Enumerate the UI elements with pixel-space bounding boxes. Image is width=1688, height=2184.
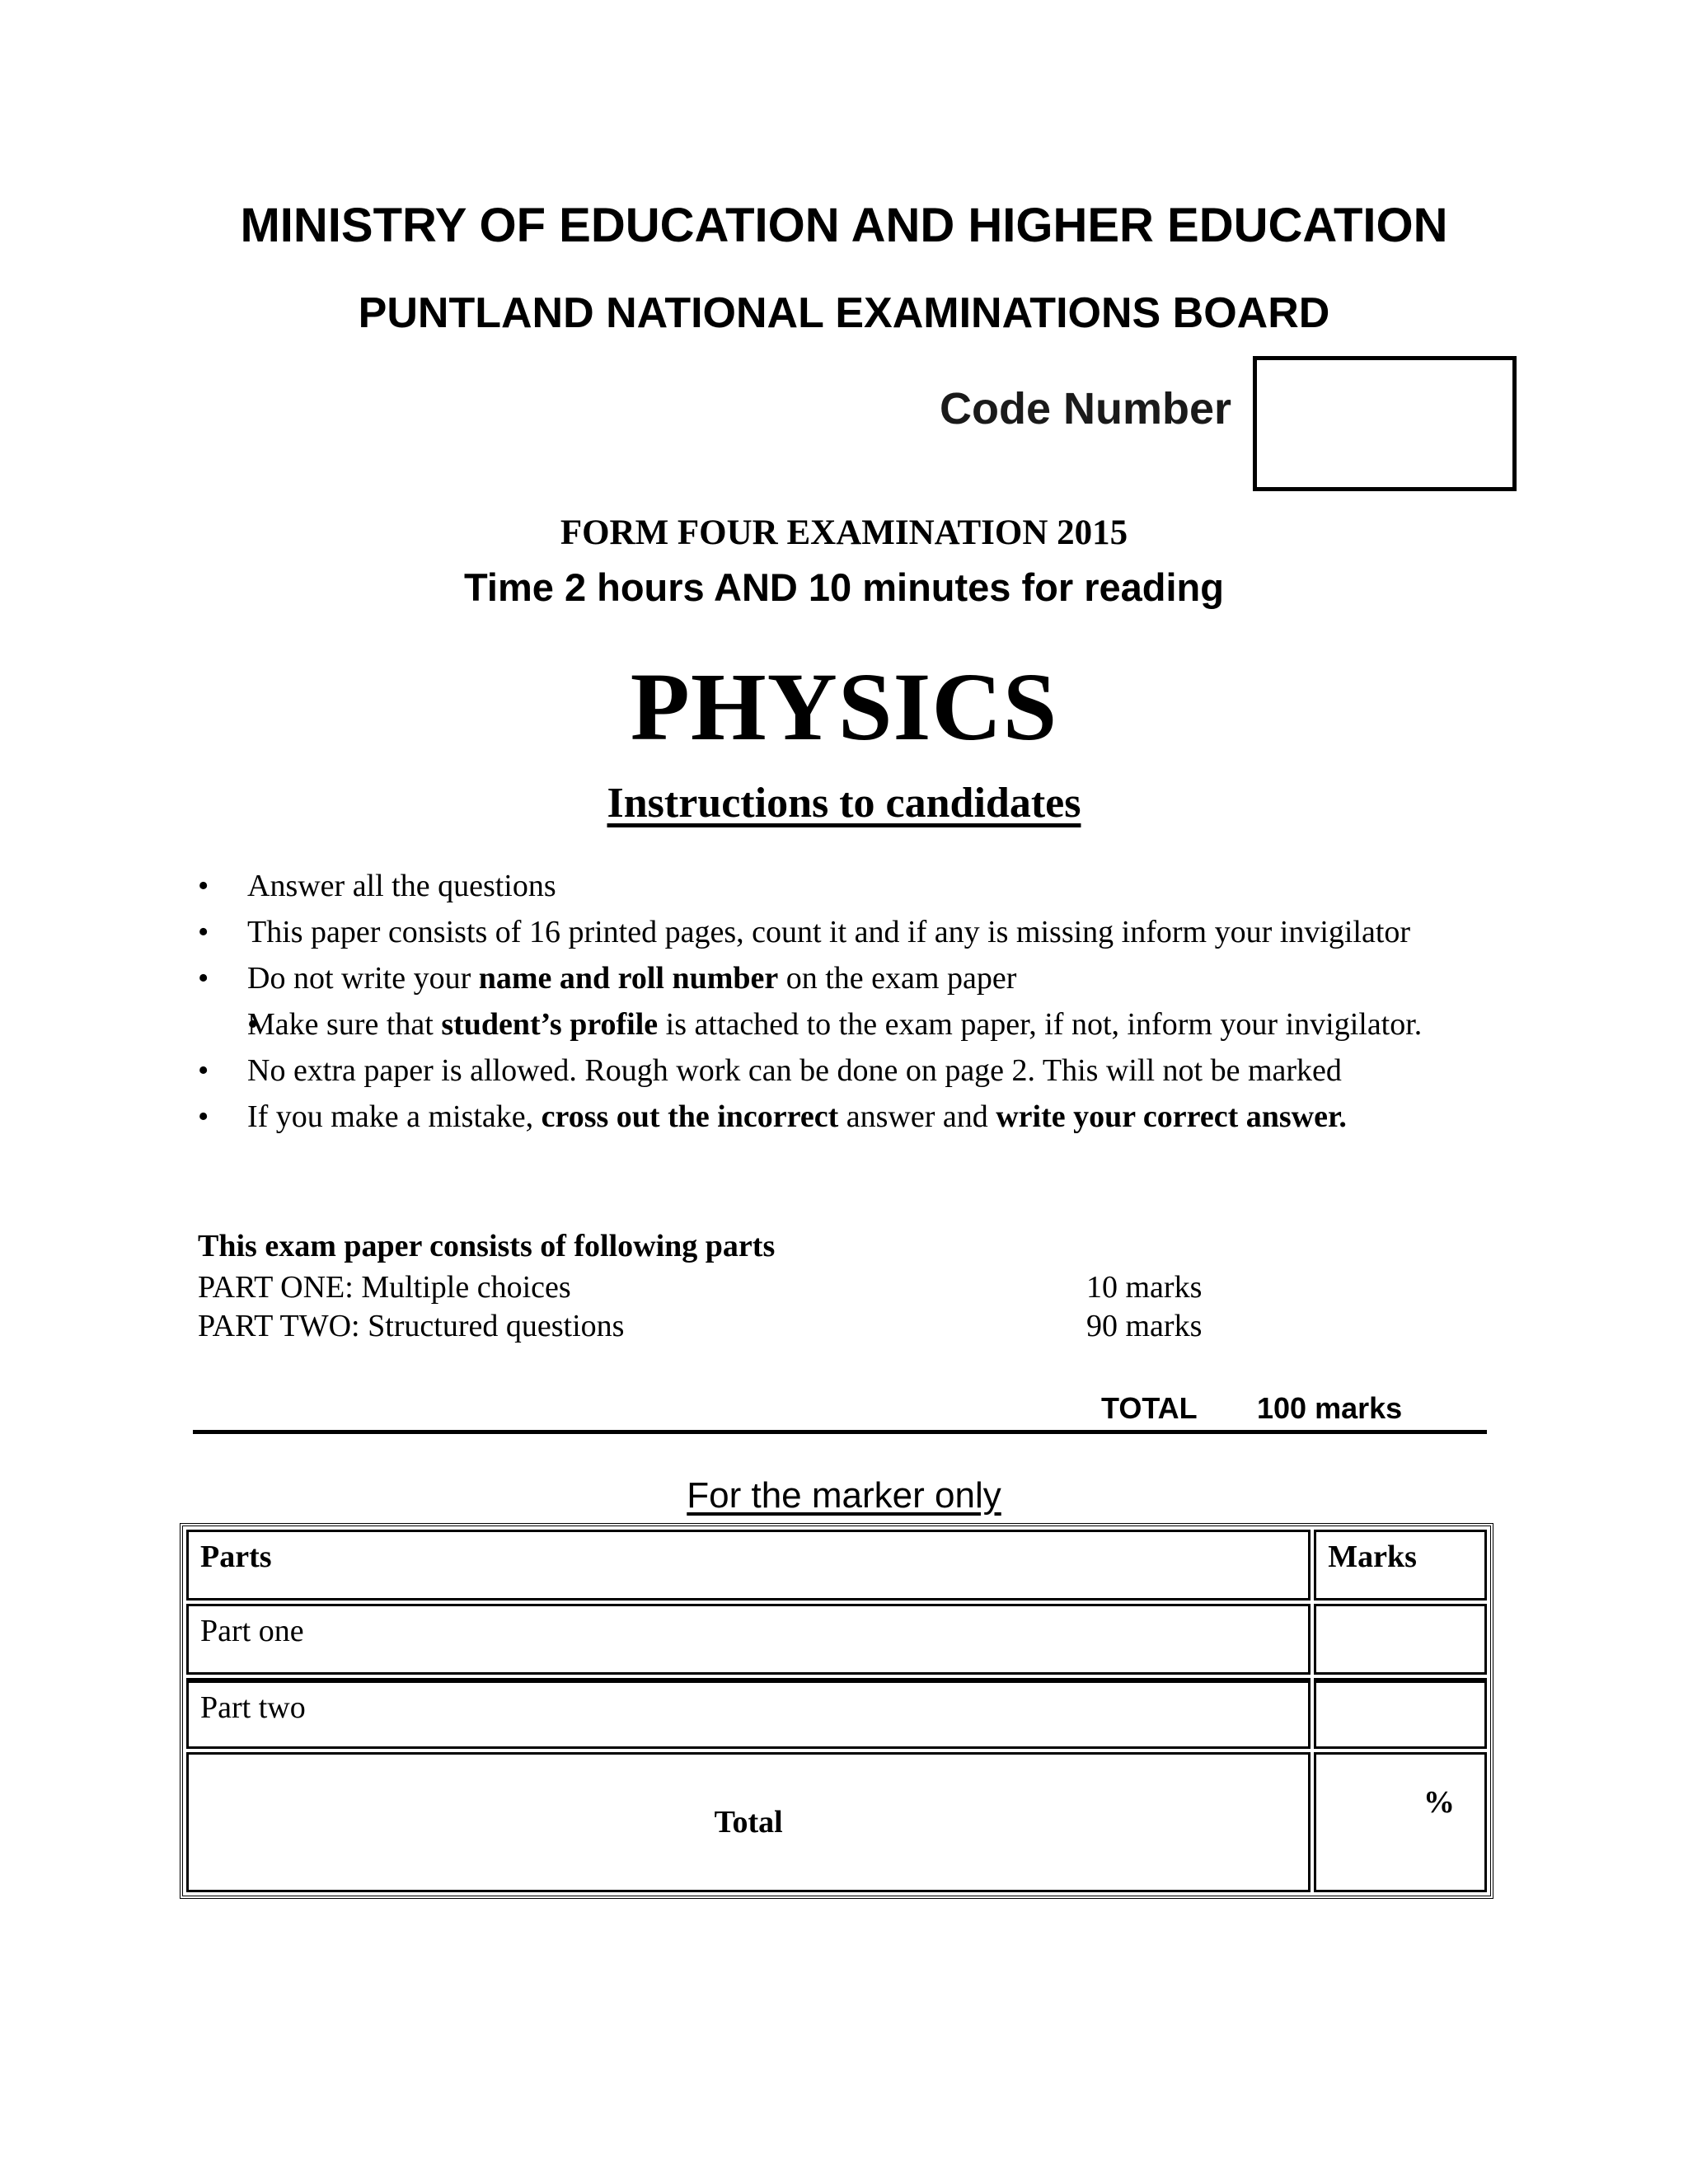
total-label: TOTAL <box>1101 1391 1198 1425</box>
ministry-title: MINISTRY OF EDUCATION AND HIGHER EDUCATION <box>240 199 1448 252</box>
row-label: Part two <box>186 1678 1311 1749</box>
instruction-item: • Do not write your name and roll number on the exam paper <box>198 956 1484 1001</box>
instructions-heading: Instructions to candidates <box>607 780 1081 827</box>
exam-time: Time 2 hours AND 10 minutes for reading <box>464 565 1224 609</box>
column-header-marks: Marks <box>1314 1530 1487 1601</box>
subject-title: PHYSICS <box>630 653 1058 761</box>
table-header-row <box>186 1530 1487 1601</box>
instruction-item: • Make sure that student’s profile is attached to the exam paper, if not, inform your invigilator. <box>198 1002 1484 1047</box>
part-name: PART ONE: Multiple choices <box>198 1270 571 1305</box>
instruction-item: • This paper consists of 16 printed pages, count it and if any is missing inform your invigilator <box>198 910 1484 954</box>
instructions-list <box>198 864 1484 1141</box>
total-row-label: Total <box>186 1752 1311 1892</box>
divider-rule <box>193 1430 1487 1434</box>
row-label: Part one <box>186 1604 1311 1675</box>
table-row <box>186 1678 1487 1749</box>
part-row <box>198 1308 1269 1347</box>
marker-table <box>180 1523 1493 1899</box>
total-marks: 100 marks <box>1257 1391 1403 1425</box>
table-total-row <box>186 1752 1487 1892</box>
part-row <box>198 1269 1269 1309</box>
code-number-label: Code Number <box>940 384 1232 434</box>
marker-heading: For the marker only <box>687 1475 1001 1516</box>
instruction-item: • No extra paper is allowed. Rough work can be done on page 2. This will not be marked <box>198 1048 1484 1093</box>
instruction-item: • Answer all the questions <box>198 864 1484 908</box>
board-title: PUNTLAND NATIONAL EXAMINATIONS BOARD <box>358 289 1330 337</box>
table-row <box>186 1604 1487 1675</box>
part-name: PART TWO: Structured questions <box>198 1309 625 1343</box>
marks-cell[interactable] <box>1314 1678 1487 1749</box>
marks-cell[interactable] <box>1314 1604 1487 1675</box>
column-header-parts: Parts <box>186 1530 1311 1601</box>
instruction-item: • If you make a mistake, cross out the incorrect answer and write your correct answer. <box>198 1094 1484 1139</box>
parts-heading: This exam paper consists of following parts <box>198 1229 776 1263</box>
part-marks: 90 marks <box>1086 1309 1203 1343</box>
total-percent-cell[interactable]: % <box>1314 1752 1487 1892</box>
part-marks: 10 marks <box>1086 1270 1203 1305</box>
code-number-box[interactable] <box>1253 356 1517 491</box>
exam-title: FORM FOUR EXAMINATION 2015 <box>560 513 1128 552</box>
